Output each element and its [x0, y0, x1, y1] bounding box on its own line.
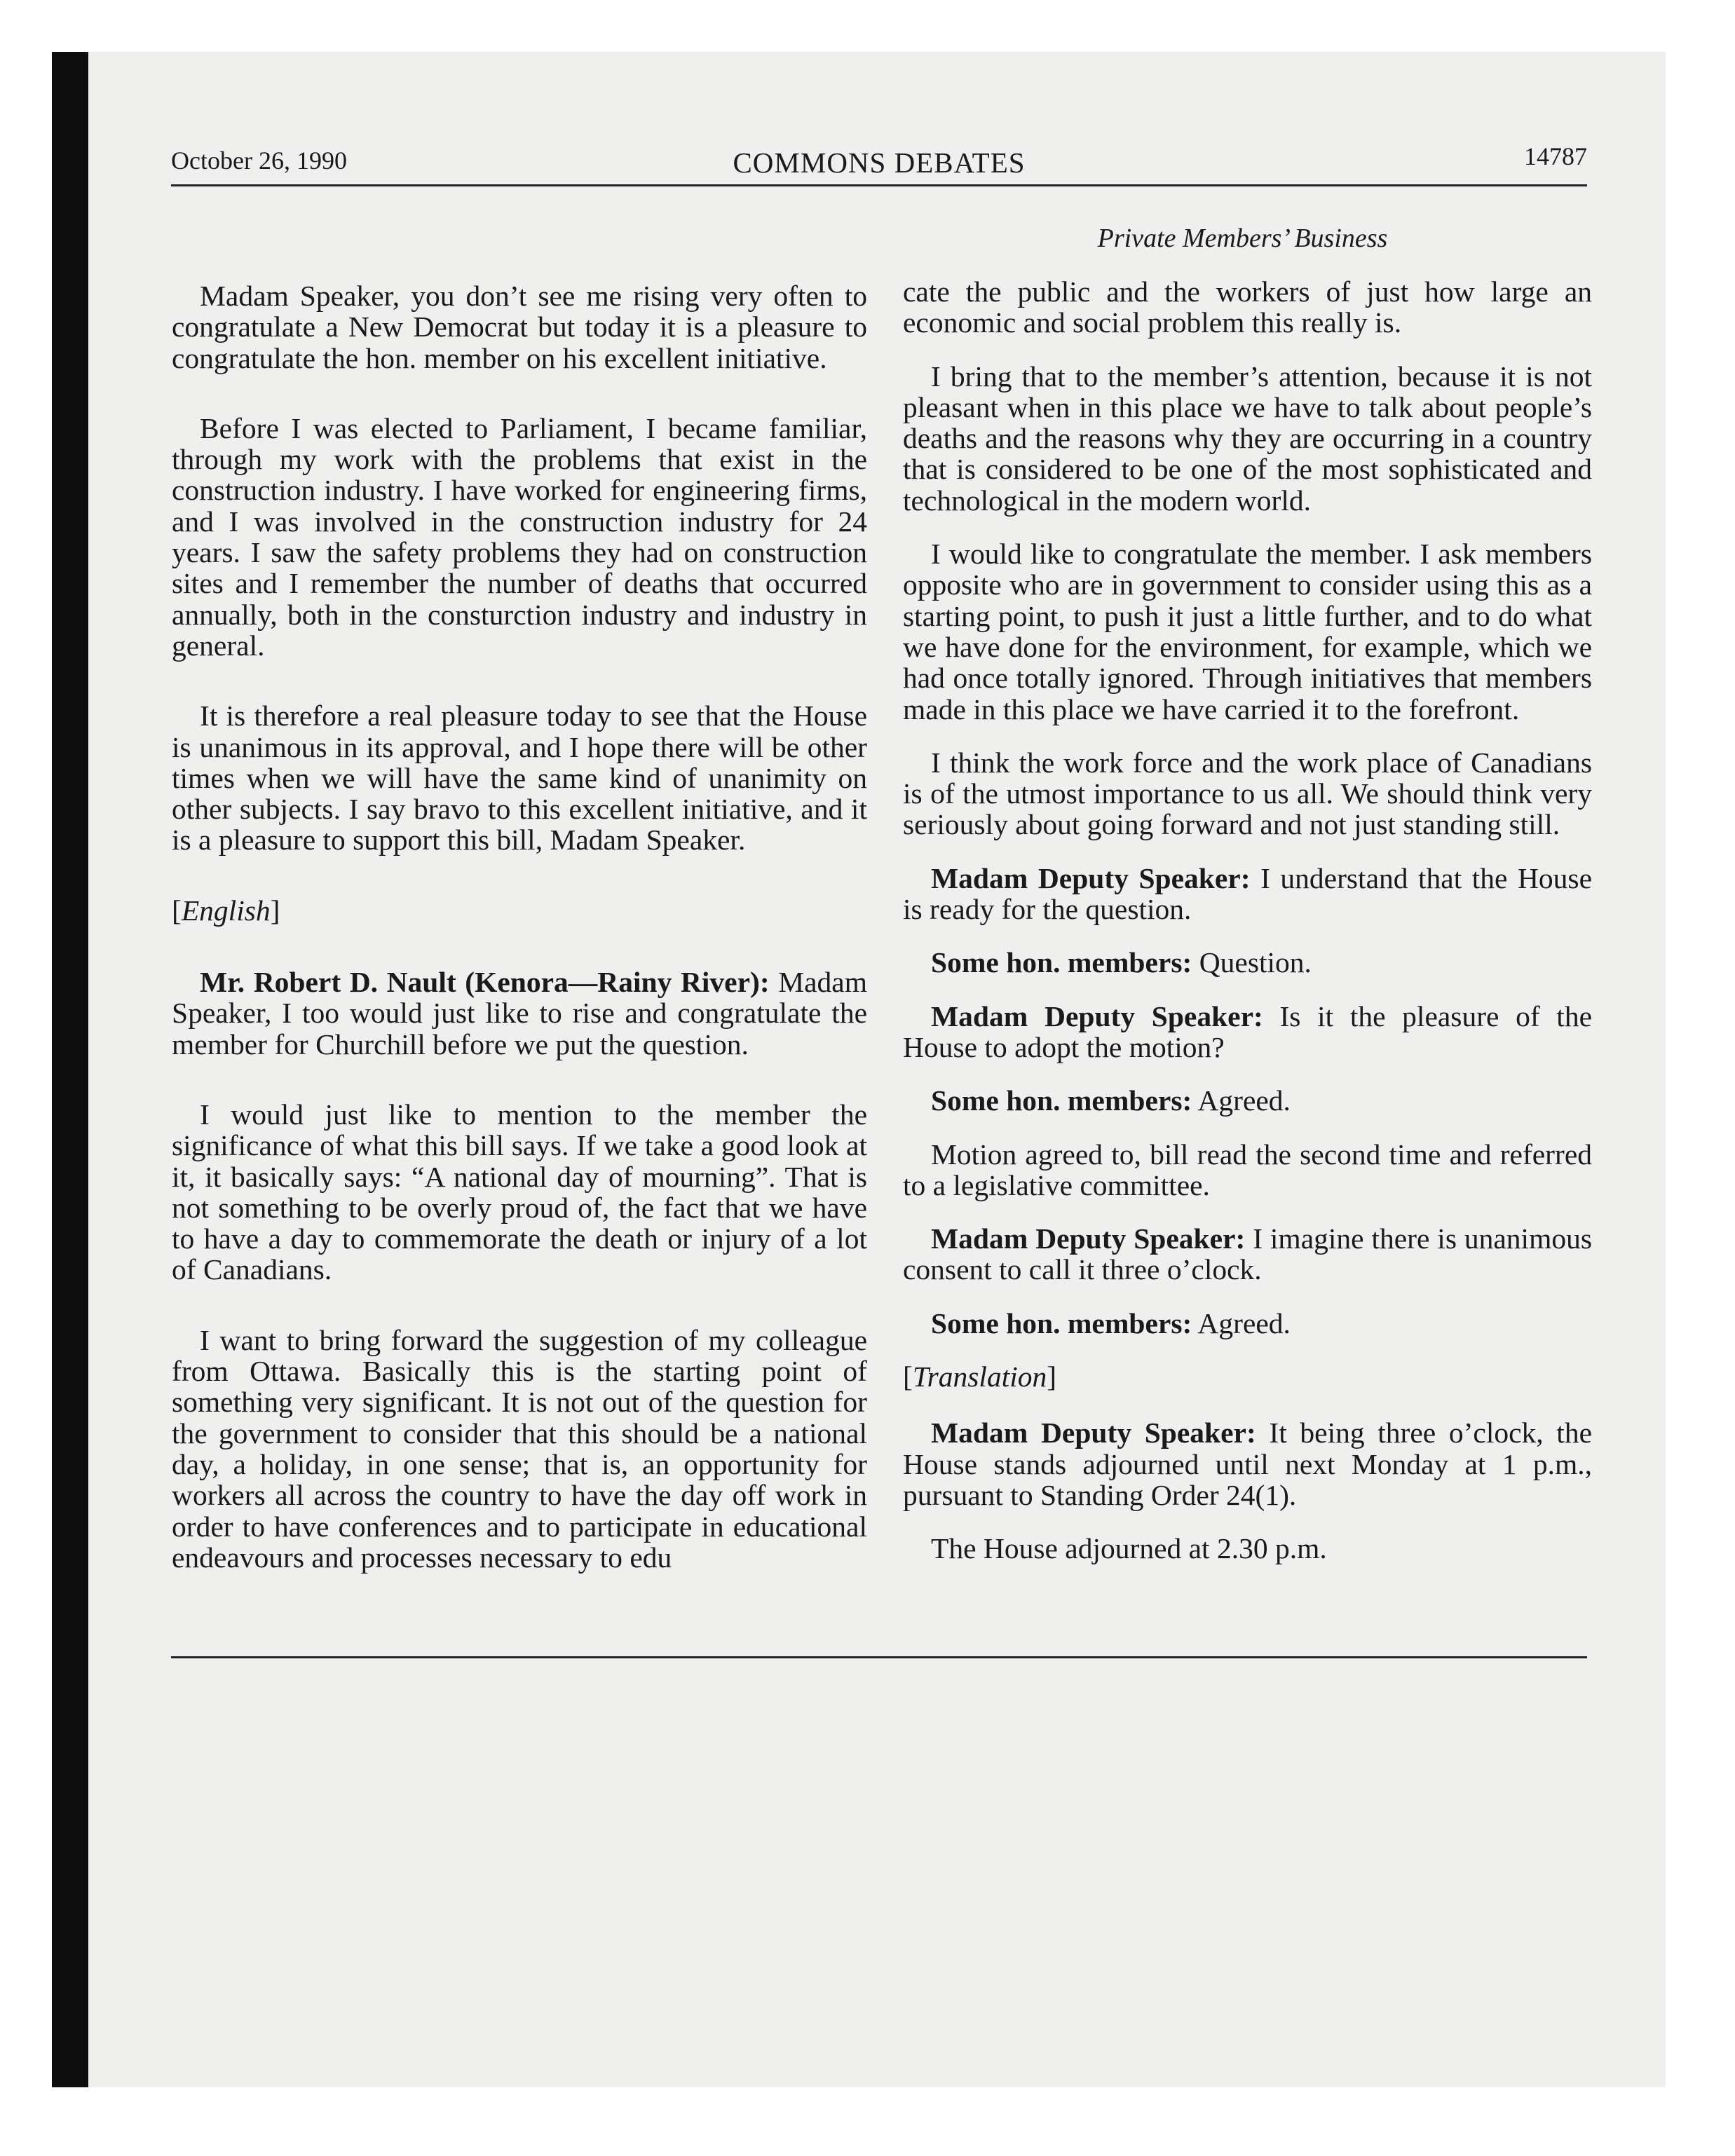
speaker-name: Some hon. members: — [931, 1306, 1192, 1339]
paragraph: Before I was elected to Parliament, I became familiar, through my work with the problems that exist in the construction industry. I have worked for engineering firms, and I was involved in the construction industry for 24 years. I saw the safety problems they had on construction sites and I remember the number of deaths that occurred annually, both in the consturction industry and industry in general. — [172, 411, 867, 662]
speaker-name: Madam Deputy Speaker: — [931, 1222, 1246, 1255]
header-title: COMMONS DEBATES — [733, 146, 1026, 179]
speaker-paragraph — [903, 947, 1592, 978]
speaker-paragraph — [903, 1085, 1592, 1116]
paragraph: It is therefore a real pleasure today to see that the House is unanimous in its approval, and I hope there will be other times when we will have the same kind of unanimity on other subjects. I say bravo to this excellent initiative, and it is a pleasure to support this bill, Madam Speaker. — [172, 700, 867, 857]
paragraph: I would like to congratulate the member. I ask members opposite who are in government to consider using this as a starting point, to push it just a little further, and to do what we have done for the environment, for example, which we had once totally ignored. Through initiatives that members made in this place we have carried it to the forefront. — [903, 538, 1592, 725]
speaker-paragraph — [903, 1308, 1592, 1339]
paragraph: Madam Speaker, you don’t see me rising very often to congratulate a New Democrat but today it is a pleasure to congratulate the hon. member on his excellent initiative. — [172, 280, 867, 374]
language-marker: [Translation] — [903, 1360, 1057, 1393]
paragraph: I bring that to the member’s attention, because it is not pleasant when in this place we have to talk about people’s deaths and the reasons why they are occurring in a country that is considered to be one of the most sophisticated and technological in the modern world. — [903, 360, 1592, 517]
speech-text: I imagine there is unanimous consent to call it three o’clock. — [903, 1222, 1592, 1286]
speech-text: Agreed. — [1197, 1084, 1291, 1117]
paragraph: I want to bring forward the suggestion of my colleague from Ottawa. Basically this is the starting point of something very significant. It is not out of the question for the government to consider that this should be a national day, a holiday, in one sense; that is, an opportunity for workers all across the country to have the day off work in order to have conferences and to participate in educational endeavours and processes necessary to edu — [172, 1323, 867, 1574]
footer-rule — [171, 1656, 1587, 1658]
language-marker: [English] — [172, 894, 280, 927]
section-heading: Private Members’ Business — [1097, 224, 1388, 253]
language-marker-text: English — [181, 894, 271, 927]
speaker-paragraph — [903, 1417, 1592, 1510]
speaker-name: Madam Deputy Speaker: — [931, 1417, 1256, 1449]
header-rule — [171, 184, 1587, 186]
paragraph: The House adjourned at 2.30 p.m. — [931, 1532, 1327, 1565]
right-column — [903, 276, 1592, 1587]
speech-text: Is it the pleasure of the House to adopt the motion? — [903, 999, 1593, 1063]
speaker-paragraph — [903, 1001, 1592, 1063]
language-marker-text: Translation — [912, 1360, 1047, 1393]
left-column — [172, 280, 867, 1612]
paragraph: Motion agreed to, bill read the second time and referred to a legislative committee. — [903, 1138, 1592, 1201]
speaker-paragraph — [172, 967, 867, 1060]
speaker-paragraph — [903, 1223, 1592, 1285]
speech-text: Agreed. — [1197, 1306, 1291, 1339]
speech-text: Madam Speaker, I too would just like to rise and congratulate the member for Churchill before we put the question. — [172, 966, 867, 1060]
speaker-name: Some hon. members: — [931, 946, 1192, 979]
header-date: October 26, 1990 — [171, 146, 347, 175]
speaker-name: Madam Deputy Speaker: — [931, 999, 1263, 1032]
running-head — [171, 140, 1587, 182]
speaker-paragraph — [903, 863, 1592, 925]
binding-edge — [52, 52, 88, 2087]
speaker-name: Mr. Robert D. Nault (Kenora—Rainy River): — [200, 966, 770, 999]
page-number: 14787 — [1524, 142, 1587, 170]
speaker-name: Some hon. members: — [931, 1084, 1192, 1117]
speech-text: I understand that the House is ready for the question. — [903, 861, 1592, 926]
speech-text: Question. — [1199, 946, 1312, 979]
paragraph: I would just like to mention to the member the significance of what this bill says. If we take a good look at it, it basically says: “A national day of mourning”. That is not something to be overly proud of, the fact that we have to have a day to commemorate the death or injury of a lot of Canadians. — [172, 1098, 867, 1286]
speech-text: It being three o’clock, the House stands adjourned until next Monday at 1 p.m., pursuant to Standing Order 24(1). — [903, 1417, 1592, 1511]
paragraph-continuation: cate the public and the workers of just how large an economic and social problem this really is. — [903, 275, 1592, 339]
speaker-name: Madam Deputy Speaker: — [931, 861, 1251, 894]
paragraph: I think the work force and the work place of Canadians is of the utmost importance to us all. We should think very seriously about going forward and not just standing still. — [903, 746, 1592, 841]
